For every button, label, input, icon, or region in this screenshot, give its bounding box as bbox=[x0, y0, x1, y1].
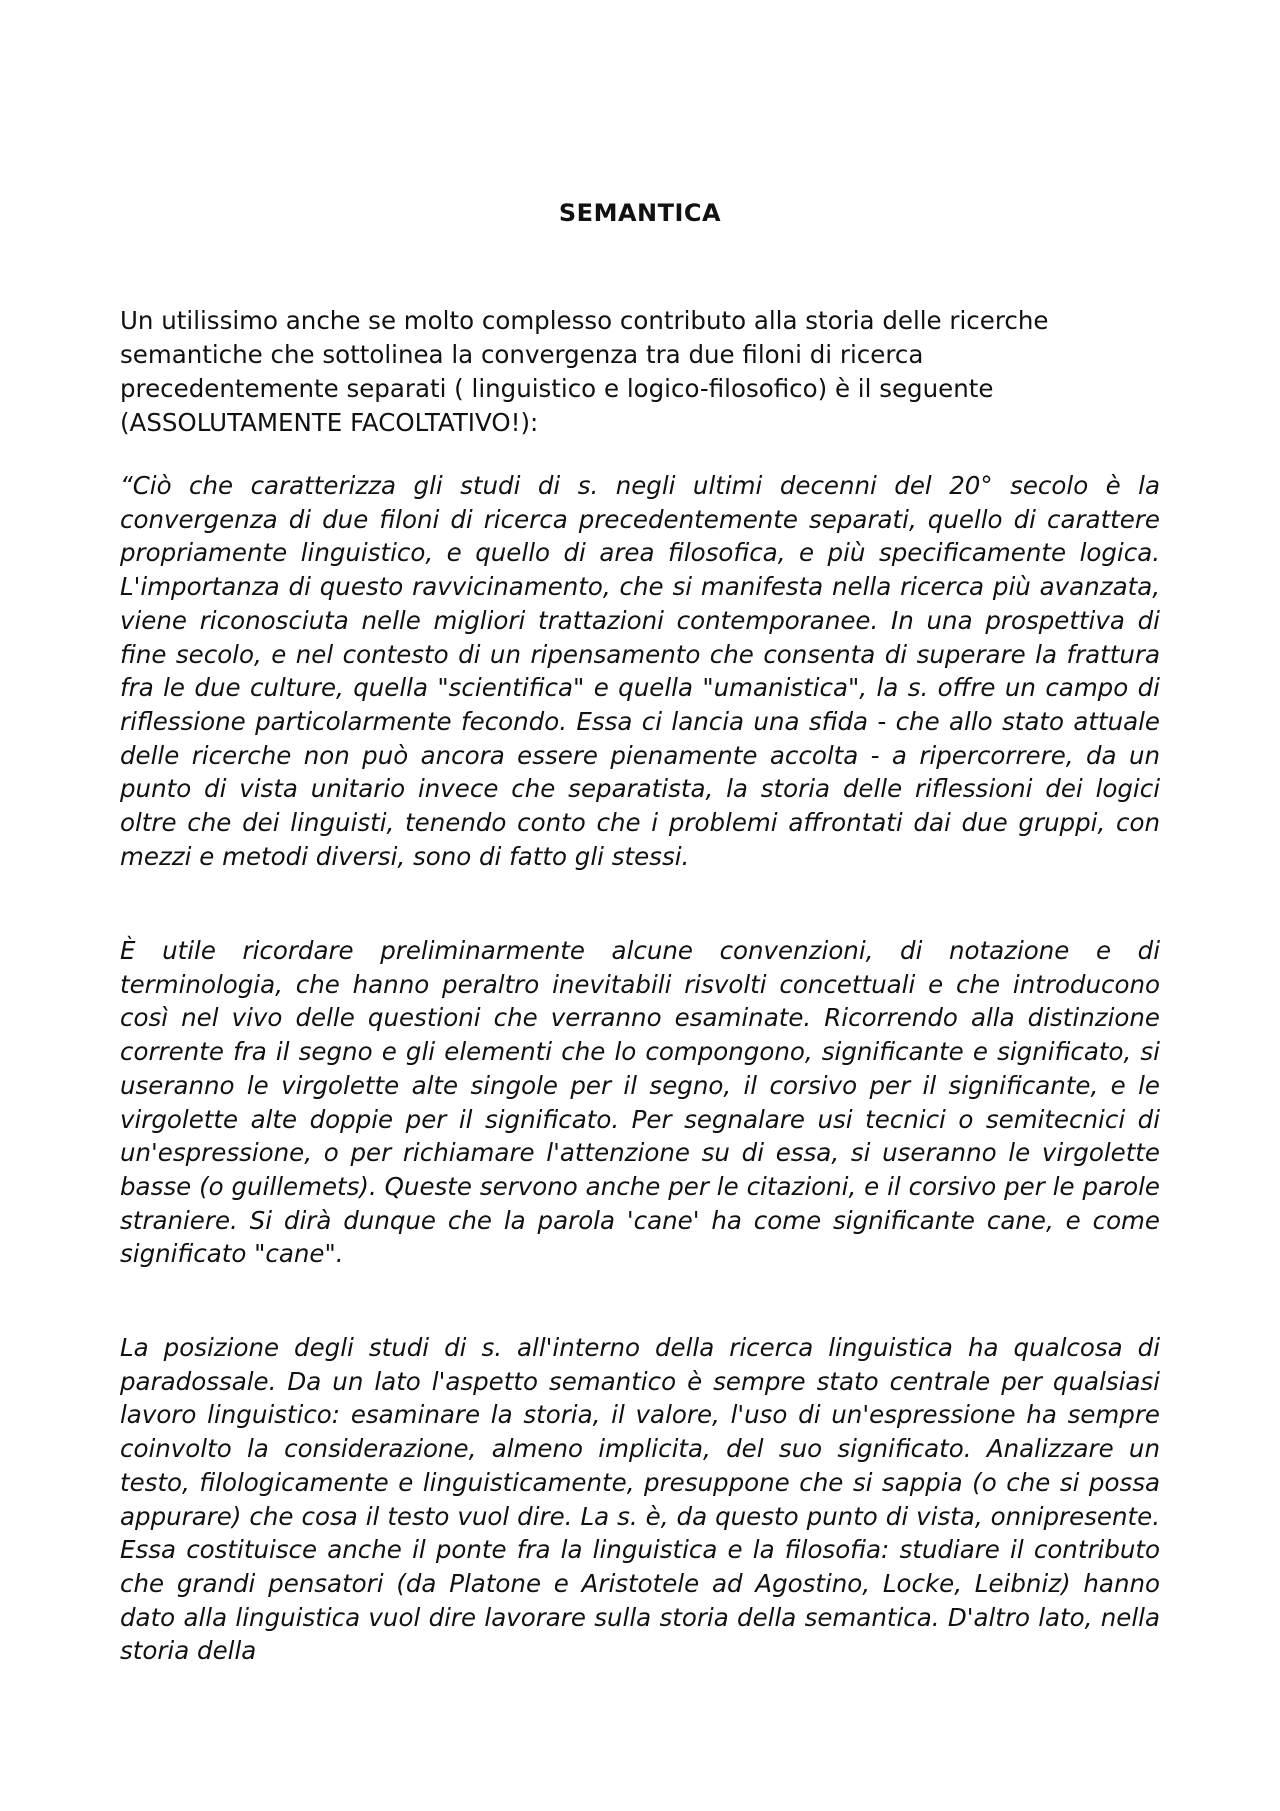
document-title: SEMANTICA bbox=[558, 199, 722, 227]
intro-line: Un utilissimo anche se molto complesso contributo alla storia delle ricerche bbox=[120, 306, 1049, 335]
quote-paragraph-1: “Ciò che caratterizza gli studi di s. negli ultimi decenni del 20° secolo è la convergenza di due filoni di ricerca precedentemente separati, quello di carattere propriamente linguistico, e quello di area filosofica, e più specificamente logica. L'importanza di questo ravvicinamento, che si manifesta nella ricerca più avanzata, viene riconosciuta nelle migliori trattazioni contemporanee. In una prospettiva di fine secolo, e nel contesto di un ripensamento che consenta di superare la frattura fra le due culture, quella "scientifica" e quella "umanistica", la s. offre un campo di riflessione particolarmente fecondo. Essa ci lancia una sfida - che allo stato attuale delle ricerche non può ancora essere pienamente accolta - a ripercorrere, da un punto di vista unitario invece che separatista, la storia delle riflessioni dei logici oltre che dei linguisti, tenendo conto che i problemi affrontati dai due gruppi, con mezzi e metodi diversi, sono di fatto gli stessi. bbox=[120, 471, 1160, 871]
quote-paragraph-2: È utile ricordare preliminarmente alcune convenzioni, di notazione e di terminologia, che hanno peraltro inevitabili risvolti concettuali e che introducono così nel vivo delle questioni che verranno esaminate. Ricorrendo alla distinzione corrente fra il segno e gli elementi che lo compongono, significante e significato, si useranno le virgolette alte singole per il segno, il corsivo per il significante, e le virgolette alte doppie per il significato. Per segnalare usi tecnici o semitecnici di un'espressione, o per richiamare l'attenzione su di essa, si useranno le virgolette basse (o guillemets). Queste servono anche per le citazioni, e il corsivo per le parole straniere. Si dirà dunque che la parola 'cane' ha come significante cane, e come significato "cane". bbox=[120, 936, 1160, 1269]
intro-paragraph bbox=[120, 304, 1160, 440]
intro-line: semantiche che sottolinea la convergenza tra due filoni di ricerca bbox=[120, 340, 924, 369]
quote-paragraph-3: La posizione degli studi di s. all'interno della ricerca linguistica ha qualcosa di paradossale. Da un lato l'aspetto semantico è sempre stato centrale per qualsiasi lavoro linguistico: esaminare la storia, il valore, l'uso di un'espressione ha sempre coinvolto la considerazione, almeno implicita, del suo significato. Analizzare un testo, filologicamente e linguisticamente, presuppone che si sappia (o che si possa appurare) che cosa il testo vuol dire. La s. è, da questo punto di vista, onnipresente. Essa costituisce anche il ponte fra la linguistica e la filosofia: studiare il contributo che grandi pensatori (da Platone e Aristotele ad Agostino, Locke, Leibniz) hanno dato alla linguistica vuol dire lavorare sulla storia della semantica. D'altro lato, nella storia della bbox=[120, 1333, 1160, 1666]
intro-line: (ASSOLUTAMENTE FACOLTATIVO!): bbox=[120, 408, 539, 437]
intro-line: precedentemente separati ( linguistico e logico-filosofico) è il seguente bbox=[120, 374, 994, 403]
